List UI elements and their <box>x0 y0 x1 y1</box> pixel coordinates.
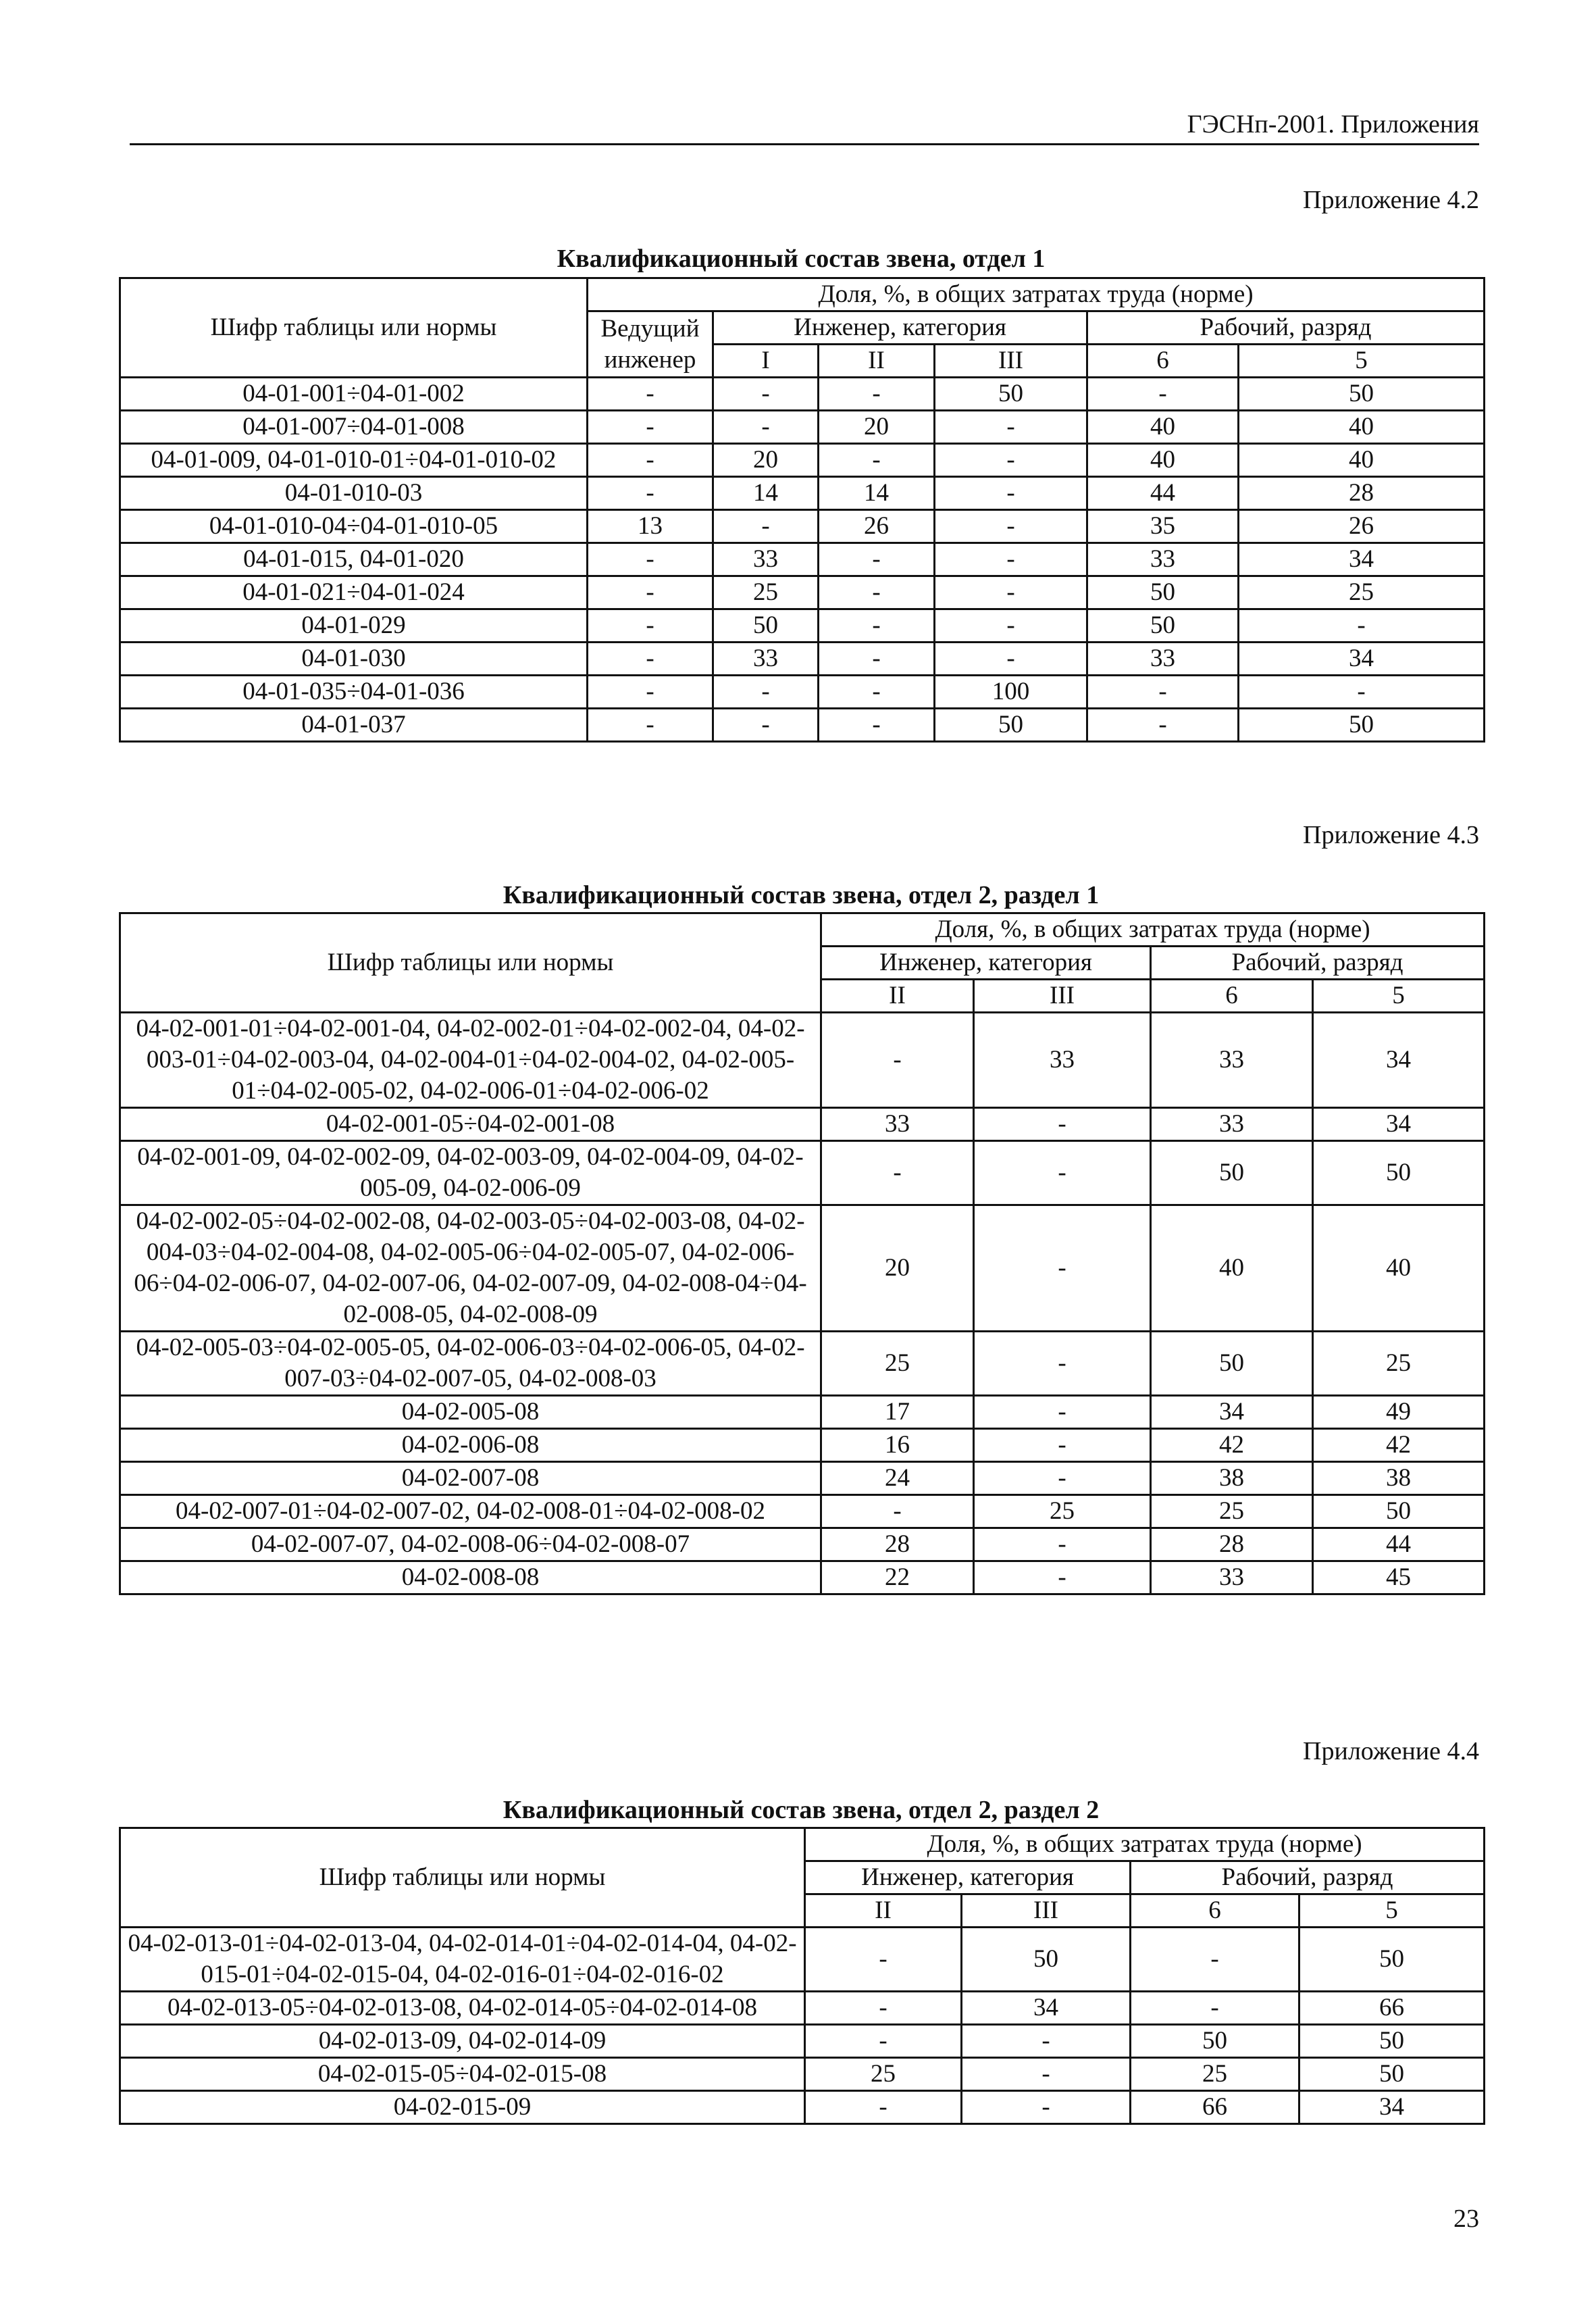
share-value-cell: 50 <box>962 1928 1131 1992</box>
subheader-cell: II <box>805 1894 962 1928</box>
share-value-cell: 20 <box>821 1205 974 1332</box>
share-value-cell: 13 <box>588 510 713 543</box>
share-value-cell: 38 <box>1151 1462 1313 1495</box>
share-value-cell: 50 <box>1087 609 1239 643</box>
share-value-cell: - <box>1087 676 1239 709</box>
norm-code-cell: 04-02-005-08 <box>120 1396 821 1429</box>
share-value-cell: 50 <box>1131 2025 1299 2058</box>
share-value-cell: - <box>588 709 713 742</box>
share-value-cell: 44 <box>1087 477 1239 510</box>
share-value-cell: - <box>935 576 1087 609</box>
share-value-cell: 33 <box>713 643 819 676</box>
share-value-cell: - <box>819 576 935 609</box>
table-title-4-2: Квалификационный состав звена, отдел 1 <box>557 245 1046 273</box>
share-value-cell: 25 <box>821 1332 974 1396</box>
norm-code-cell: 04-01-010-03 <box>120 477 588 510</box>
header-lead-engineer-line-1: Ведущий <box>600 314 700 343</box>
share-value-cell: - <box>588 378 713 411</box>
share-value-cell: 34 <box>1151 1396 1313 1429</box>
subheader-cell: 6 <box>1131 1894 1299 1928</box>
share-value-cell: 33 <box>1151 1013 1313 1108</box>
share-value-cell: - <box>935 444 1087 477</box>
share-value-cell: - <box>1131 1992 1299 2025</box>
subheader-cell: II <box>819 345 935 378</box>
share-value-cell: 50 <box>1151 1332 1313 1396</box>
share-value-cell: 34 <box>1299 2091 1485 2124</box>
table-row <box>120 609 1485 643</box>
share-value-cell: 50 <box>1299 1928 1485 1992</box>
share-value-cell: 40 <box>1239 444 1485 477</box>
share-value-cell: - <box>974 1462 1151 1495</box>
share-value-cell: - <box>974 1396 1151 1429</box>
share-value-cell: - <box>935 510 1087 543</box>
table-row <box>120 1141 1485 1205</box>
table-row <box>120 643 1485 676</box>
share-value-cell: - <box>974 1429 1151 1462</box>
share-value-cell: 34 <box>1313 1108 1485 1141</box>
norm-code-cell: 04-02-007-08 <box>120 1462 821 1495</box>
share-value-cell: 20 <box>713 444 819 477</box>
table-department-2-section-1 <box>119 912 1485 1595</box>
share-value-cell: 22 <box>821 1561 974 1594</box>
share-value-cell: 33 <box>1087 543 1239 576</box>
norm-code-cell: 04-02-001-05÷04-02-001-08 <box>120 1108 821 1141</box>
table-row <box>120 709 1485 742</box>
share-value-cell: 25 <box>713 576 819 609</box>
share-value-cell: 33 <box>1087 643 1239 676</box>
share-value-cell: - <box>819 709 935 742</box>
share-value-cell: - <box>713 676 819 709</box>
share-value-cell: 33 <box>1151 1561 1313 1594</box>
share-value-cell: 38 <box>1313 1462 1485 1495</box>
share-value-cell: 40 <box>1239 411 1485 444</box>
table-row <box>120 1013 1485 1108</box>
share-value-cell: 49 <box>1313 1396 1485 1429</box>
share-value-cell: 20 <box>819 411 935 444</box>
share-value-cell: 50 <box>713 609 819 643</box>
norm-code-cell: 04-02-013-01÷04-02-013-04, 04-02-014-01÷04-02-014-04, 04-02-015-01÷04-02-015-04, 04-02-016-01÷04-02-016-02 <box>120 1928 805 1992</box>
header-code: Шифр таблицы или нормы <box>120 278 588 378</box>
header-worker-grade: Рабочий, разряд <box>1087 311 1485 345</box>
share-value-cell: - <box>713 510 819 543</box>
norm-code-cell: 04-02-007-01÷04-02-007-02, 04-02-008-01÷04-02-008-02 <box>120 1495 821 1528</box>
header-worker-grade: Рабочий, разряд <box>1151 947 1485 980</box>
share-value-cell: - <box>962 2091 1131 2124</box>
share-value-cell: 66 <box>1131 2091 1299 2124</box>
share-value-cell: 50 <box>1299 2025 1485 2058</box>
share-value-cell: - <box>1087 709 1239 742</box>
share-value-cell: 25 <box>1313 1332 1485 1396</box>
share-value-cell: - <box>935 643 1087 676</box>
share-value-cell: 50 <box>935 378 1087 411</box>
header-engineer-category: Инженер, категория <box>821 947 1151 980</box>
table-row <box>120 1462 1485 1495</box>
running-header: ГЭСНп-2001. Приложения <box>130 108 1479 145</box>
share-value-cell: 25 <box>1239 576 1485 609</box>
share-value-cell: 40 <box>1087 444 1239 477</box>
subheader-cell: III <box>974 980 1151 1013</box>
header-lead-engineer-line-2: инженер <box>604 345 696 374</box>
share-value-cell: - <box>935 411 1087 444</box>
share-value-cell: - <box>588 609 713 643</box>
subheader-cell: 6 <box>1151 980 1313 1013</box>
share-value-cell: 26 <box>819 510 935 543</box>
share-value-cell: 50 <box>1239 378 1485 411</box>
table-department-1 <box>119 277 1485 743</box>
share-value-cell: 66 <box>1299 1992 1485 2025</box>
header-share: Доля, %, в общих затратах труда (норме) <box>588 278 1485 311</box>
subheader-cell: II <box>821 980 974 1013</box>
subheader-cell: III <box>935 345 1087 378</box>
share-value-cell: - <box>588 576 713 609</box>
share-value-cell: - <box>805 1928 962 1992</box>
share-value-cell: 25 <box>805 2058 962 2091</box>
header-engineer-category: Инженер, категория <box>713 311 1087 345</box>
table-row <box>120 2058 1485 2091</box>
norm-code-cell: 04-02-015-05÷04-02-015-08 <box>120 2058 805 2091</box>
table-row <box>120 1332 1485 1396</box>
subheader-cell: I <box>713 345 819 378</box>
share-value-cell: - <box>805 1992 962 2025</box>
share-value-cell: 44 <box>1313 1528 1485 1561</box>
table-row <box>120 543 1485 576</box>
table-row <box>120 2025 1485 2058</box>
header-code: Шифр таблицы или нормы <box>120 913 821 1013</box>
table-row <box>120 378 1485 411</box>
norm-code-cell: 04-02-013-05÷04-02-013-08, 04-02-014-05÷04-02-014-08 <box>120 1992 805 2025</box>
share-value-cell: - <box>821 1495 974 1528</box>
share-value-cell: 50 <box>1151 1141 1313 1205</box>
share-value-cell: - <box>974 1332 1151 1396</box>
share-value-cell: - <box>819 543 935 576</box>
norm-code-cell: 04-01-015, 04-01-020 <box>120 543 588 576</box>
norm-code-cell: 04-02-005-03÷04-02-005-05, 04-02-006-03÷04-02-006-05, 04-02-007-03÷04-02-007-05, 04-02-008-03 <box>120 1332 821 1396</box>
share-value-cell: 45 <box>1313 1561 1485 1594</box>
share-value-cell: - <box>819 676 935 709</box>
table-row <box>120 1528 1485 1561</box>
norm-code-cell: 04-01-001÷04-01-002 <box>120 378 588 411</box>
subheader-cell: 5 <box>1313 980 1485 1013</box>
table-row <box>120 2091 1485 2124</box>
share-value-cell: 34 <box>1313 1013 1485 1108</box>
share-value-cell: 33 <box>713 543 819 576</box>
share-value-cell: - <box>1239 609 1485 643</box>
share-value-cell: 33 <box>1151 1108 1313 1141</box>
share-value-cell: - <box>819 643 935 676</box>
table-title-4-4: Квалификационный состав звена, отдел 2, раздел 2 <box>503 1796 1100 1824</box>
header-code: Шифр таблицы или нормы <box>120 1828 805 1928</box>
norm-code-cell: 04-01-007÷04-01-008 <box>120 411 588 444</box>
share-value-cell: - <box>935 543 1087 576</box>
share-value-cell: - <box>819 609 935 643</box>
norm-code-cell: 04-02-006-08 <box>120 1429 821 1462</box>
share-value-cell: 50 <box>1313 1495 1485 1528</box>
table-row <box>120 411 1485 444</box>
share-value-cell: - <box>974 1108 1151 1141</box>
header-share: Доля, %, в общих затратах труда (норме) <box>805 1828 1485 1861</box>
share-value-cell: - <box>1239 676 1485 709</box>
share-value-cell: - <box>935 477 1087 510</box>
table-row <box>120 1205 1485 1332</box>
page-number: 23 <box>1453 2205 1479 2233</box>
share-value-cell: 25 <box>1131 2058 1299 2091</box>
share-value-cell: 40 <box>1313 1205 1485 1332</box>
share-value-cell: - <box>962 2025 1131 2058</box>
share-value-cell: - <box>588 643 713 676</box>
norm-code-cell: 04-01-029 <box>120 609 588 643</box>
share-value-cell: 34 <box>962 1992 1131 2025</box>
share-value-cell: 50 <box>1087 576 1239 609</box>
share-value-cell: - <box>588 444 713 477</box>
norm-code-cell: 04-01-010-04÷04-01-010-05 <box>120 510 588 543</box>
share-value-cell: 100 <box>935 676 1087 709</box>
share-value-cell: - <box>935 609 1087 643</box>
share-value-cell: - <box>713 411 819 444</box>
share-value-cell: 14 <box>713 477 819 510</box>
norm-code-cell: 04-02-001-01÷04-02-001-04, 04-02-002-01÷04-02-002-04, 04-02-003-01÷04-02-003-04, 04-02-004-01÷04-02-004-02, 04-02-005-01÷04-02-005-02, 04-02-006-01÷04-02-006-02 <box>120 1013 821 1108</box>
norm-code-cell: 04-02-008-08 <box>120 1561 821 1594</box>
share-value-cell: 33 <box>821 1108 974 1141</box>
table-row <box>120 1561 1485 1594</box>
norm-code-cell: 04-02-013-09, 04-02-014-09 <box>120 2025 805 2058</box>
share-value-cell: 40 <box>1151 1205 1313 1332</box>
table-row <box>120 444 1485 477</box>
subheader-cell: III <box>962 1894 1131 1928</box>
subheader-cell: 6 <box>1087 345 1239 378</box>
table-department-2-section-2 <box>119 1827 1485 2125</box>
norm-code-cell: 04-02-015-09 <box>120 2091 805 2124</box>
table-row <box>120 1108 1485 1141</box>
share-value-cell: 34 <box>1239 543 1485 576</box>
appendix-label-4-2: Приложение 4.2 <box>1303 186 1479 214</box>
norm-code-cell: 04-01-037 <box>120 709 588 742</box>
subheader-cell: 5 <box>1299 1894 1485 1928</box>
share-value-cell: 28 <box>821 1528 974 1561</box>
share-value-cell: 25 <box>1151 1495 1313 1528</box>
table-row <box>120 1396 1485 1429</box>
norm-code-cell: 04-02-002-05÷04-02-002-08, 04-02-003-05÷04-02-003-08, 04-02-004-03÷04-02-004-08, 04-02-005-06÷04-02-005-07, 04-02-006-06÷04-02-006-07, 04-02-007-06, 04-02-007-09, 04-02-008-04÷04-02-008-05, 04-02-008-09 <box>120 1205 821 1332</box>
table-row <box>120 1992 1485 2025</box>
norm-code-cell: 04-02-001-09, 04-02-002-09, 04-02-003-09, 04-02-004-09, 04-02-005-09, 04-02-006-09 <box>120 1141 821 1205</box>
share-value-cell: - <box>713 378 819 411</box>
norm-code-cell: 04-01-009, 04-01-010-01÷04-01-010-02 <box>120 444 588 477</box>
table-row <box>120 576 1485 609</box>
header-share: Доля, %, в общих затратах труда (норме) <box>821 913 1485 947</box>
share-value-cell: - <box>805 2091 962 2124</box>
share-value-cell: - <box>821 1141 974 1205</box>
subheader-cell: 5 <box>1239 345 1485 378</box>
norm-code-cell: 04-01-035÷04-01-036 <box>120 676 588 709</box>
share-value-cell: 33 <box>974 1013 1151 1108</box>
share-value-cell: - <box>974 1528 1151 1561</box>
table-row <box>120 1928 1485 1992</box>
share-value-cell: 42 <box>1313 1429 1485 1462</box>
table-row <box>120 510 1485 543</box>
norm-code-cell: 04-02-007-07, 04-02-008-06÷04-02-008-07 <box>120 1528 821 1561</box>
share-value-cell: 28 <box>1151 1528 1313 1561</box>
norm-code-cell: 04-01-030 <box>120 643 588 676</box>
share-value-cell: - <box>819 444 935 477</box>
share-value-cell: - <box>974 1205 1151 1332</box>
share-value-cell: - <box>588 676 713 709</box>
appendix-label-4-4: Приложение 4.4 <box>1303 1737 1479 1765</box>
share-value-cell: 50 <box>935 709 1087 742</box>
share-value-cell: - <box>821 1013 974 1108</box>
norm-code-cell: 04-01-021÷04-01-024 <box>120 576 588 609</box>
table-row <box>120 477 1485 510</box>
header-engineer-category: Инженер, категория <box>805 1861 1131 1894</box>
table-row <box>120 1495 1485 1528</box>
share-value-cell: 16 <box>821 1429 974 1462</box>
share-value-cell: 26 <box>1239 510 1485 543</box>
share-value-cell: 35 <box>1087 510 1239 543</box>
share-value-cell: - <box>962 2058 1131 2091</box>
share-value-cell: - <box>974 1141 1151 1205</box>
share-value-cell: 14 <box>819 477 935 510</box>
share-value-cell: - <box>805 2025 962 2058</box>
share-value-cell: - <box>588 477 713 510</box>
share-value-cell: 24 <box>821 1462 974 1495</box>
table-row <box>120 1429 1485 1462</box>
share-value-cell: - <box>588 411 713 444</box>
share-value-cell: - <box>588 543 713 576</box>
share-value-cell: 50 <box>1239 709 1485 742</box>
header-lead-engineer <box>588 311 713 378</box>
share-value-cell: - <box>1131 1928 1299 1992</box>
share-value-cell: 42 <box>1151 1429 1313 1462</box>
share-value-cell: - <box>819 378 935 411</box>
share-value-cell: - <box>713 709 819 742</box>
header-worker-grade: Рабочий, разряд <box>1131 1861 1485 1894</box>
share-value-cell: 40 <box>1087 411 1239 444</box>
share-value-cell: 25 <box>974 1495 1151 1528</box>
share-value-cell: 50 <box>1299 2058 1485 2091</box>
share-value-cell: 28 <box>1239 477 1485 510</box>
share-value-cell: 17 <box>821 1396 974 1429</box>
share-value-cell: 50 <box>1313 1141 1485 1205</box>
appendix-label-4-3: Приложение 4.3 <box>1303 821 1479 849</box>
share-value-cell: 34 <box>1239 643 1485 676</box>
share-value-cell: - <box>974 1561 1151 1594</box>
table-title-4-3: Квалификационный состав звена, отдел 2, раздел 1 <box>503 881 1100 909</box>
table-row <box>120 676 1485 709</box>
share-value-cell: - <box>1087 378 1239 411</box>
